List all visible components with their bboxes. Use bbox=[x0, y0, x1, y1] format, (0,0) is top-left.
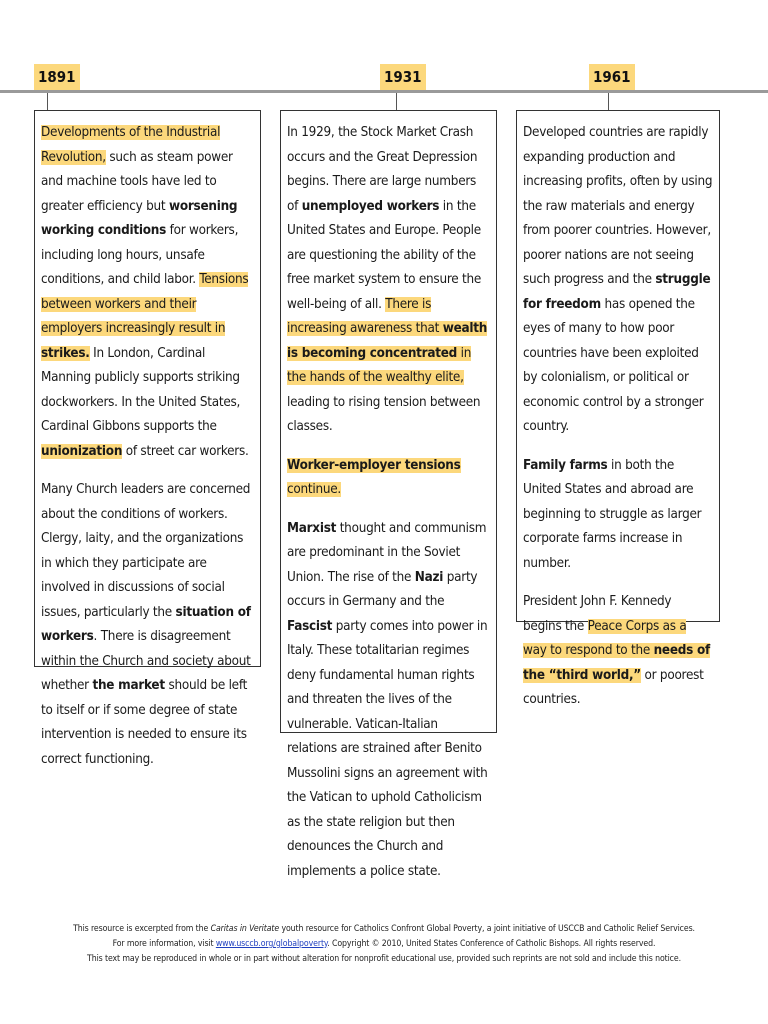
highlighted-text: wealth is becoming concentrated bbox=[287, 321, 488, 361]
text-run: in the United States and Europe. People are questioning the ability of the free market system to ensure the well-being of all. bbox=[287, 198, 481, 312]
bold-text: worsening working conditions bbox=[41, 198, 238, 238]
text-run: or poorest countries. bbox=[523, 667, 704, 707]
timeline-connector-1961 bbox=[608, 93, 609, 110]
bold-text: Marxist bbox=[287, 520, 337, 536]
text-run: has opened the eyes of many to how poor countries have been exploited by colonialism, or political or economic control by a stronger country. bbox=[523, 296, 704, 434]
highlighted-text: in the hands of the wealthy elite, bbox=[287, 345, 472, 385]
timeline-connector-1891 bbox=[47, 93, 48, 110]
highlighted-text: Peace Corps as a way to respond to the bbox=[523, 618, 687, 658]
card-1891-paragraph-2 bbox=[41, 478, 254, 772]
footer-line-2: For more information, visit www.usccb.org/globalpoverty. Copyright © 2010, United States Conference of Catholic Bishops. All rights reserved. bbox=[112, 939, 656, 949]
bold-text: Nazi bbox=[414, 569, 444, 585]
card-1961-paragraph-3 bbox=[523, 590, 713, 713]
year-label-1891: 1891 bbox=[34, 64, 80, 90]
year-label-1931: 1931 bbox=[380, 64, 426, 90]
card-1931 bbox=[280, 110, 497, 879]
card-1931-paragraph-1 bbox=[287, 121, 490, 440]
card-1891 bbox=[34, 110, 261, 767]
text-run: party comes into power in Italy. These totalitarian regimes deny fundamental human rights and threaten the lives of the vulnerable. Vatican-Italian relations are strained after Benito Mussolini signs an agreement with the Vatican to uphold Catholicism as the state religion but then denounces the Church and implements a police state. bbox=[287, 618, 488, 879]
highlighted-text: needs of the “third world,” bbox=[523, 643, 711, 683]
bold-text: unemployed workers bbox=[301, 198, 440, 214]
highlighted-text: There is increasing awareness that bbox=[287, 296, 443, 336]
bold-text: struggle for freedom bbox=[523, 272, 711, 312]
bold-text: Fascist bbox=[287, 618, 333, 634]
globalpoverty-link[interactable]: www.usccb.org/globalpoverty bbox=[215, 939, 328, 949]
card-1961 bbox=[516, 110, 720, 707]
card-1931-paragraph-3 bbox=[287, 517, 490, 885]
text-run: In London, Cardinal Manning publicly supports striking dockworkers. In the United States, Cardinal Gibbons supports the bbox=[41, 345, 241, 434]
highlighted-text: Developments of the Industrial Revolution, bbox=[41, 125, 221, 165]
text-run: of street car workers. bbox=[122, 443, 249, 459]
text-run: Developed countries are rapidly expanding production and increasing profits, often by using the raw materials and energy from poorer countries. However, poorer nations are not seeing such progress and the bbox=[523, 125, 713, 287]
text-run: . There is disagreement within the Church and society about whether bbox=[41, 629, 251, 693]
text-run: President John F. Kennedy begins the bbox=[523, 594, 672, 634]
card-1891-paragraph-1 bbox=[41, 121, 254, 464]
text-run: should be left to itself or if some degree of state intervention is needed to ensure its correct functioning. bbox=[41, 678, 248, 767]
timeline-axis bbox=[0, 90, 768, 93]
bold-text: the market bbox=[92, 678, 165, 693]
resource-title: Caritas in Veritate bbox=[210, 924, 280, 934]
footer-line-3: This text may be reproduced in whole or in part without alteration for nonprofit educational use, provided such reprints are not sold and include this notice. bbox=[87, 954, 681, 964]
card-1961-paragraph-2 bbox=[523, 454, 713, 577]
text-run: thought and communism are predominant in the Soviet Union. The rise of the bbox=[287, 520, 487, 585]
bold-text: situation of workers bbox=[41, 604, 251, 644]
year-label-1961: 1961 bbox=[589, 64, 635, 90]
footer-line-1: This resource is excerpted from the Caritas in Veritate youth resource for Catholics Confront Global Poverty, a joint initiative of USCCB and Catholic Relief Services. bbox=[73, 924, 695, 934]
text-run: in both the United States and abroad are beginning to struggle as larger corporate farms increase in number. bbox=[523, 457, 702, 571]
highlighted-text: Worker-employer tensions bbox=[287, 457, 461, 473]
text-run: such as steam power and machine tools have led to greater efficiency but bbox=[41, 149, 233, 214]
text-run: leading to rising tension between classes. bbox=[287, 394, 481, 434]
highlighted-text: strikes. bbox=[41, 345, 90, 361]
card-1931-paragraph-2 bbox=[287, 454, 490, 503]
text-run: In 1929, the Stock Market Crash occurs and the Great Depression begins. There are large numbers of bbox=[287, 125, 478, 214]
highlighted-text: continue. bbox=[287, 482, 341, 497]
text-run: for workers, including long hours, unsafe conditions, and child labor. bbox=[41, 223, 239, 287]
highlighted-text: unionization bbox=[41, 443, 123, 459]
text-run: party occurs in Germany and the bbox=[287, 569, 478, 609]
highlighted-text: Tensions between workers and their employers increasingly result in bbox=[41, 272, 249, 336]
timeline-connector-1931 bbox=[396, 93, 397, 110]
card-1961-paragraph-1 bbox=[523, 121, 713, 440]
footer-notice bbox=[0, 922, 768, 967]
bold-text: Family farms bbox=[523, 457, 608, 473]
text-run: Many Church leaders are concerned about the conditions of workers. Clergy, laity, and the organizations in which they participate are involved in discussions of social issues, particularly the bbox=[41, 482, 251, 620]
